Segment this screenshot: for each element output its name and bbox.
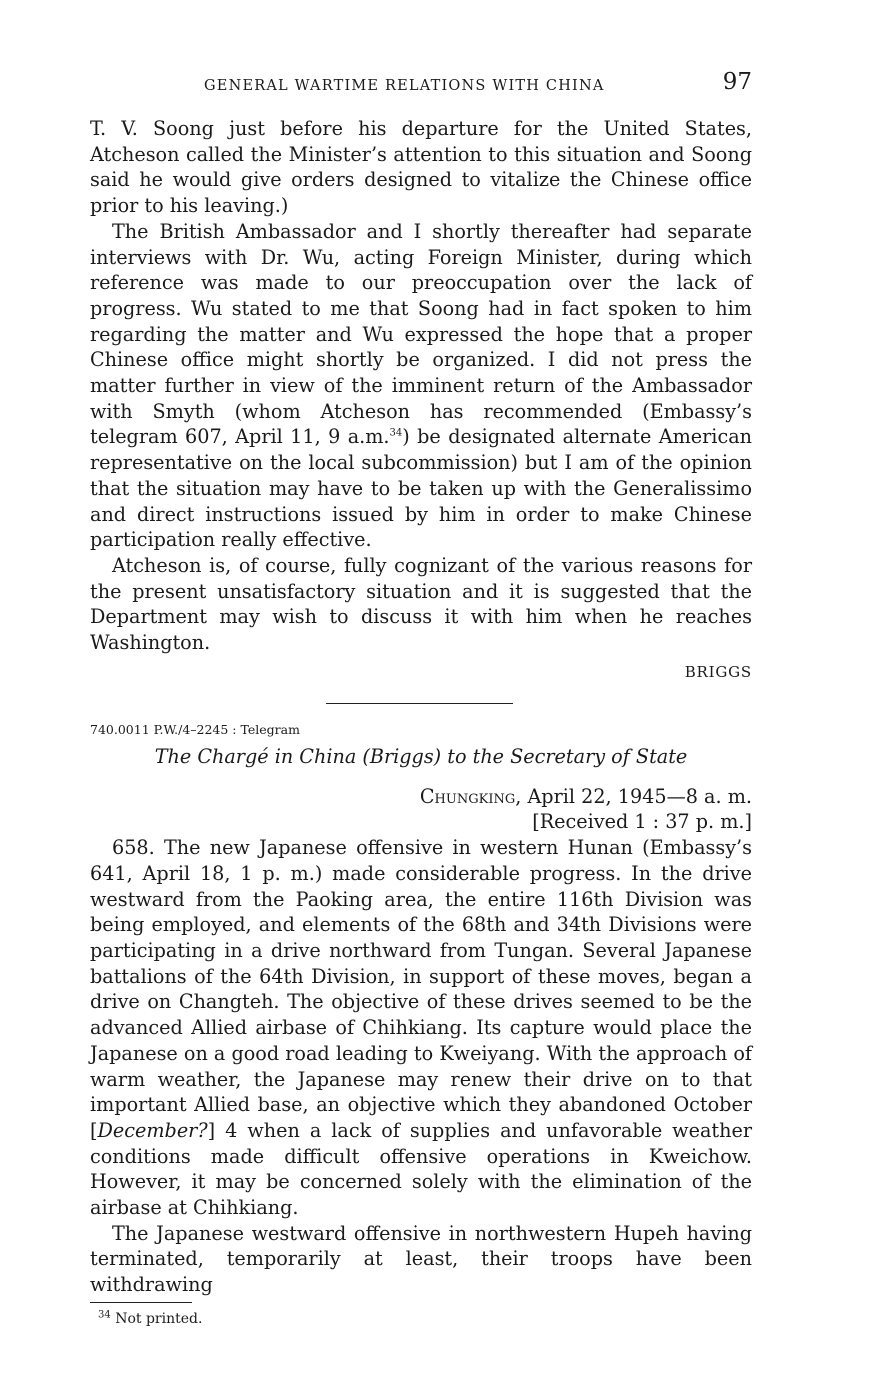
received-time: [Received 1 : 37 p. m.] — [532, 810, 752, 834]
telegram-paragraph-1: 658. The new Japanese offensive in western Hunan (Embassy’s 641, April 18, 1 p. m.) made considerable progress. In the drive westward from the Paoking area, the entire 116th Division was being employed, and elements of the 68th and 34th Divisions were participating in a drive northward from Tungan. Several Japanese battalions of the 64th Division, in support of these moves, began a drive on Changteh. The objective of these drives seemed to be the advanced Allied airbase of Chihkiang. Its capture would place the Japanese on a good road leading to Kweiyang. With the approach of warm weather, the Japanese may renew their drive on to that important Allied base, an objective which they abandoned October [December?] 4 when a lack of supplies and unfavorable weather conditions made difficult offensive operations in Kweichow. However, it may be concerned solely with the elimination of the airbase at Chihkiang. — [90, 836, 752, 1220]
paragraph-2 — [90, 219, 752, 553]
footnote — [98, 1311, 752, 1327]
footnote-number: 34 — [98, 1309, 111, 1321]
dateline-place: Chungking, — [419, 784, 522, 808]
paragraph-2-part-2: ) be designated alternate American representative on the local subcommission) but I am of the opinion that the situation may have to be taken up with the Generalissimo and direct instructions issued by him in order to make Chinese participation really effective. — [90, 425, 752, 552]
page-number: 97 — [722, 69, 752, 95]
signoff-name: BRIGGS — [684, 662, 752, 681]
footnote-divider — [90, 1302, 192, 1303]
footnote-text: Not printed. — [115, 1310, 203, 1327]
telegram-paragraph-1-part-1: 658. The new Japanese offensive in western Hunan (Embassy’s 641, April 18, 1 p. m.) made considerable progress. In the drive westward from the Paoking area, the entire 116th Division was being employed, and elements of the 68th and 34th Divisions were participating in a drive northward from Tungan. Several Japanese battalions of the 64th Division, in support of these moves, began a drive on Changteh. The objective of these drives seemed to be the advanced Allied airbase of Chihkiang. Its capture would place the Japanese on a good road leading to Kweiyang. With the approach of warm weather, the Japanese may renew their drive on to that important Allied base, an objective which they abandoned October — [90, 836, 752, 1117]
signoff — [90, 659, 752, 685]
running-head: GENERAL WARTIME RELATIONS WITH CHINA — [204, 78, 605, 94]
telegram-paragraph-2: The Japanese westward offensive in northwestern Hupeh having terminated, temporarily at least, their troops have been withdrawing — [90, 1221, 752, 1297]
dateline — [90, 784, 752, 835]
paragraph-3: Atcheson is, of course, fully cognizant of the various reasons for the present unsatisfactory situation and it is suggested that the Department may wish to discuss it with him when he reaches Washington. — [90, 553, 752, 655]
dateline-place-date — [90, 784, 752, 810]
file-reference: 740.0011 P.W./4–2245 : Telegram — [90, 721, 300, 737]
document-title: The Chargé in China (Briggs) to the Secretary of State — [154, 744, 688, 768]
paragraph-2-part-1: The British Ambassador and I shortly thereafter had separate interviews with Dr. Wu, acting Foreign Minister, during which reference was made to our preoccupation over the lack of progress. Wu stated to me that Soong had in fact spoken to him regarding the matter and Wu expressed the hope that a proper Chinese office might shortly be organized. I did not press the matter further in view of the imminent return of the Ambassador with Smyth (whom Atcheson has recommended (Embassy’s telegram 607, April 11, 9 a.m. — [90, 219, 752, 449]
paragraph-1: T. V. Soong just before his departure for the United States, Atcheson called the Minister’s attention to this situation and Soong said he would give orders designed to vitalize the Chinese office prior to his leaving.) — [90, 117, 752, 218]
page-header — [90, 69, 752, 102]
dateline-date: April 22, 1945—8 a. m. — [527, 784, 752, 808]
page-body — [90, 116, 752, 1327]
section-divider — [326, 703, 513, 704]
footnote-reference: 34 — [389, 428, 403, 440]
editorial-insertion: December? — [97, 1118, 208, 1142]
telegram-paragraph-1-part-2: 4 when a lack of supplies and unfavorable weather conditions made difficult offensive operations in Kweichow. However, it may be concerned solely with the elimination of the airbase at Chihkiang. — [90, 1118, 752, 1220]
